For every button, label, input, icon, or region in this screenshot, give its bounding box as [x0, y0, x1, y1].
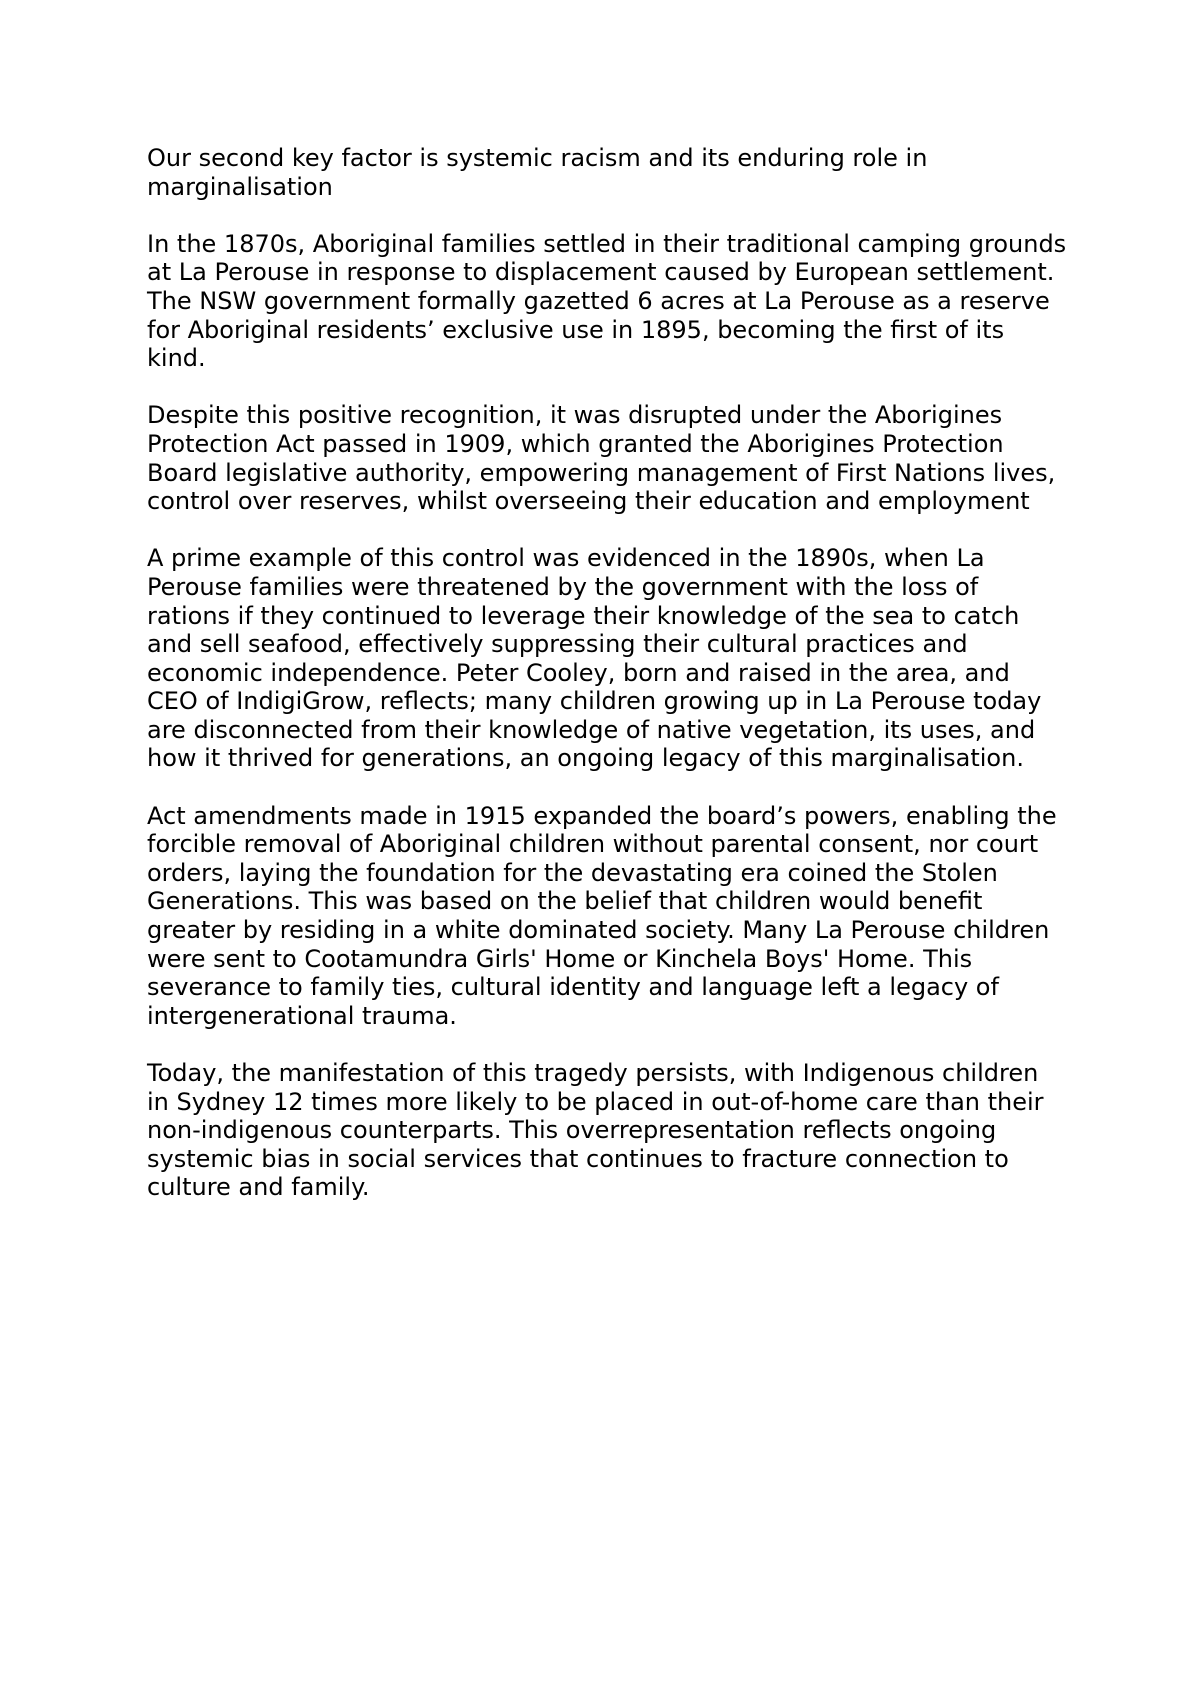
document-body — [147, 144, 1067, 1231]
paragraph-1870s: In the 1870s, Aboriginal families settled in their traditional camping grounds at La Perouse in response to displacement caused by European settlement. The NSW government formally gazetted 6 acres at La Perouse as a reserve for Aboriginal residents’ exclusive use in 1895, becoming the first of its kind. — [147, 229, 1067, 373]
paragraph-today: Today, the manifestation of this tragedy persists, with Indigenous children in Sydney 12 times more likely to be placed in out-of-home care than their non-indigenous counterparts. This overrepresentation reflects ongoing systemic bias in social services that continues to fracture connection to culture and family. — [147, 1059, 1044, 1202]
paragraph-intro: Our second key factor is systemic racism and its enduring role in marginalisation — [147, 144, 928, 201]
paragraph-control-example: A prime example of this control was evidenced in the 1890s, when La Perouse families were threatened by the government with the loss of rations if they continued to leverage their knowledge of the sea to catch and sell seafood, effectively suppressing their cultural practices and economic independence. Peter Cooley, born and raised in the area, and CEO of IndigiGrow, reflects; many children growing up in La Perouse today are disconnected from their knowledge of native vegetation, its uses, and how it thrived for generations, an ongoing legacy of this marginalisation. — [147, 544, 1042, 773]
paragraph-protection-act: Despite this positive recognition, it was disrupted under the Aborigines Protection Act passed in 1909, which granted the Aborigines Protection Board legislative authority, empowering management of First Nations lives, control over reserves, whilst overseeing their education and employment — [147, 401, 1056, 516]
paragraph-act-amendments: Act amendments made in 1915 expanded the board’s powers, enabling the forcible removal of Aboriginal children without parental consent, nor court orders, laying the foundation for the devastating era coined the Stolen Generations. This was based on the belief that children would benefit greater by residing in a white dominated society. Many La Perouse children were sent to Cootamundra Girls' Home or Kinchela Boys' Home. This severance to family ties, cultural identity and language left a legacy of intergenerational trauma. — [147, 801, 1057, 1030]
